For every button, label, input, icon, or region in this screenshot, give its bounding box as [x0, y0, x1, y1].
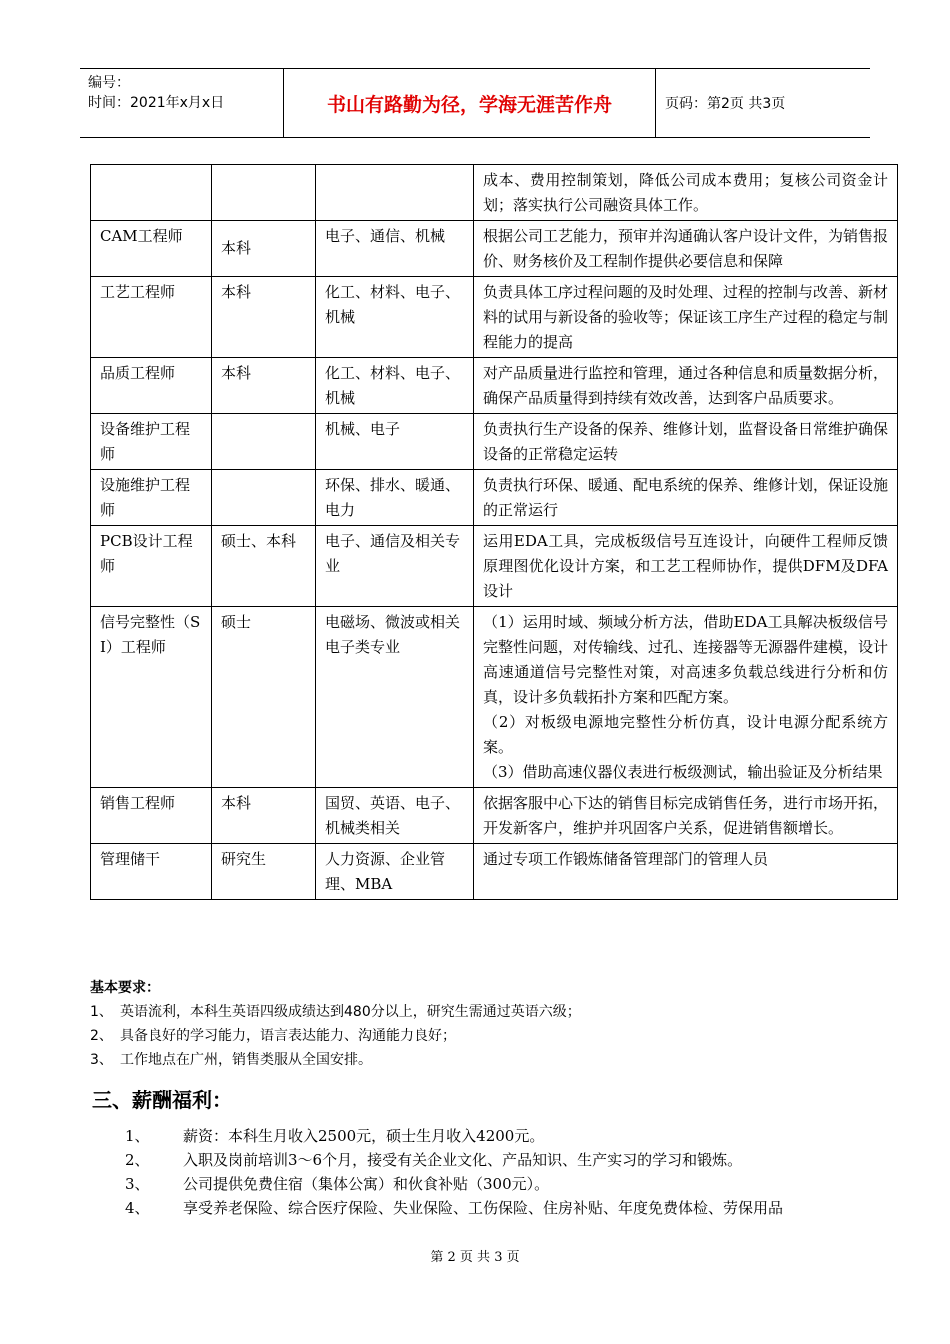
list-number: 4、: [125, 1199, 150, 1217]
job-title-cell: 设备维护工程师: [91, 414, 212, 470]
description-cell: [474, 526, 898, 607]
degree-cell: 本科: [212, 277, 316, 358]
table-row: [91, 414, 898, 470]
major-cell: 环保、排水、暖通、电力: [316, 470, 474, 526]
description-text: 依据客服中心下达的销售目标完成销售任务，进行市场开拓，开发新客户，维护并巩固客户关系，促进销售额增长。: [483, 794, 889, 837]
degree-cell: [212, 414, 316, 470]
description-text: （2）对板级电源地完整性分析仿真，设计电源分配系统方案。: [483, 713, 888, 756]
major-cell: 人力资源、企业管理、MBA: [316, 844, 474, 900]
description-cell: [474, 221, 898, 277]
page-footer: 第 2 页 共 3 页: [430, 1250, 520, 1265]
description-cell: [474, 607, 898, 788]
list-text: 享受养老保险、综合医疗保险、失业保险、工伤保险、住房补贴、年度免费体检、劳保用品: [183, 1199, 784, 1217]
degree-cell: 本科: [212, 358, 316, 414]
major-cell: 国贸、英语、电子、机械类相关: [316, 788, 474, 844]
table-row: [91, 221, 898, 277]
date-label: 时间：2021年x月x日: [88, 95, 225, 111]
list-item: [125, 1196, 885, 1220]
description-text: 通过专项工作锻炼储备管理部门的管理人员: [483, 850, 769, 868]
list-number: 1、: [125, 1127, 150, 1145]
list-number: 1、: [90, 1004, 113, 1020]
description-text: 负责执行生产设备的保养、维修计划，监督设备日常维护确保设备的正常稳定运转: [483, 420, 889, 463]
header-page-info: 页码：第2页 共3页: [665, 96, 786, 112]
requirements-title: 基本要求：: [90, 980, 160, 996]
description-cell: [474, 277, 898, 358]
header-meta: [88, 73, 284, 113]
description-text: 负责具体工序过程问题的及时处理、过程的控制与改善、新材料的试用与新设备的验收等；保证该工序生产过程的稳定与制程能力的提高: [483, 283, 889, 351]
major-cell: 电子、通信及相关专业: [316, 526, 474, 607]
degree-cell: 本科: [212, 788, 316, 844]
list-number: 2、: [125, 1151, 150, 1169]
list-text: 英语流利，本科生英语四级成绩达到480分以上，研究生需通过英语六级；: [120, 1004, 581, 1020]
list-item: [125, 1124, 885, 1148]
degree-cell: [212, 470, 316, 526]
list-item: [125, 1172, 885, 1196]
code-label: 编号：: [88, 75, 130, 91]
list-item: [125, 1148, 885, 1172]
list-number: 2、: [90, 1028, 113, 1044]
list-text: 具备良好的学习能力，语言表达能力、沟通能力良好；: [120, 1028, 456, 1044]
job-title-cell: 信号完整性（SI）工程师: [91, 607, 212, 788]
description-cell: [474, 358, 898, 414]
table-row: [91, 165, 898, 221]
major-cell: [316, 165, 474, 221]
list-number: 3、: [125, 1175, 150, 1193]
major-cell: 化工、材料、电子、机械: [316, 358, 474, 414]
list-item: [90, 1048, 900, 1072]
description-cell: [474, 788, 898, 844]
description-text: 运用EDA工具，完成板级信号互连设计，向硬件工程师反馈原理图优化设计方案，和工艺工程师协作，提供DFM及DFA设计: [483, 532, 888, 600]
section-heading: 三、薪酬福利：: [92, 1088, 232, 1112]
description-cell: [474, 470, 898, 526]
degree-cell: 硕士: [212, 607, 316, 788]
list-item: [90, 1000, 900, 1024]
description-cell: [474, 414, 898, 470]
list-number: 3、: [90, 1052, 113, 1068]
degree-cell: 硕士、本科: [212, 526, 316, 607]
job-title-cell: 管理储干: [91, 844, 212, 900]
description-text: 对产品质量进行监控和管理，通过各种信息和质量数据分析，确保产品质量得到持续有效改善，达到客户品质要求。: [483, 364, 889, 407]
job-title-cell: 销售工程师: [91, 788, 212, 844]
list-text: 公司提供免费住宿（集体公寓）和伙食补贴（300元）。: [183, 1175, 550, 1193]
description-text: （1）运用时域、频域分析方法，借助EDA工具解决板级信号完整性问题，对传输线、过孔、连接器等无源器件建模，设计高速通道信号完整性对策，对高速多负载总线进行分析和仿真，设计多负载拓扑方案和匹配方案。: [483, 613, 889, 706]
major-cell: 电子、通信、机械: [316, 221, 474, 277]
major-cell: 机械、电子: [316, 414, 474, 470]
list-text: 工作地点在广州，销售类服从全国安排。: [120, 1052, 372, 1068]
degree-cell: 研究生: [212, 844, 316, 900]
description-cell: [474, 165, 898, 221]
job-table: [90, 164, 898, 900]
description-text: （3）借助高速仪器仪表进行板级测试，输出验证及分析结果: [483, 763, 883, 781]
job-title-cell: 工艺工程师: [91, 277, 212, 358]
table-row: [91, 470, 898, 526]
table-row: [91, 844, 898, 900]
job-title-cell: 设施维护工程师: [91, 470, 212, 526]
table-row: [91, 607, 898, 788]
table-row: [91, 277, 898, 358]
degree-cell: [212, 165, 316, 221]
description-text: 根据公司工艺能力，预审并沟通确认客户设计文件，为销售报价、财务核价及工程制作提供必要信息和保障: [483, 227, 889, 270]
degree-cell: 本科: [212, 221, 316, 277]
list-item: [90, 1024, 900, 1048]
major-cell: 化工、材料、电子、机械: [316, 277, 474, 358]
page-header: [80, 68, 870, 138]
job-title-cell: [91, 165, 212, 221]
table-row: [91, 788, 898, 844]
job-title-cell: PCB设计工程师: [91, 526, 212, 607]
requirements-section: [90, 976, 900, 1072]
major-cell: 电磁场、微波或相关电子类专业: [316, 607, 474, 788]
benefits-list: [125, 1124, 885, 1220]
description-text: 负责执行环保、暖通、配电系统的保养、维修计划，保证设施的正常运行: [483, 476, 889, 519]
job-title-cell: 品质工程师: [91, 358, 212, 414]
table-row: [91, 358, 898, 414]
table-row: [91, 526, 898, 607]
description-text: 成本、费用控制策划，降低公司成本费用；复核公司资金计划；落实执行公司融资具体工作。: [483, 171, 888, 214]
list-text: 入职及岗前培训3～6个月，接受有关企业文化、产品知识、生产实习的学习和锻炼。: [183, 1151, 743, 1169]
job-title-cell: CAM工程师: [91, 221, 212, 277]
list-text: 薪资：本科生月收入2500元，硕士生月收入4200元。: [183, 1127, 545, 1145]
header-motto: 书山有路勤为径，学海无涯苦作舟: [326, 93, 612, 116]
header-divider: [655, 69, 656, 137]
description-cell: [474, 844, 898, 900]
